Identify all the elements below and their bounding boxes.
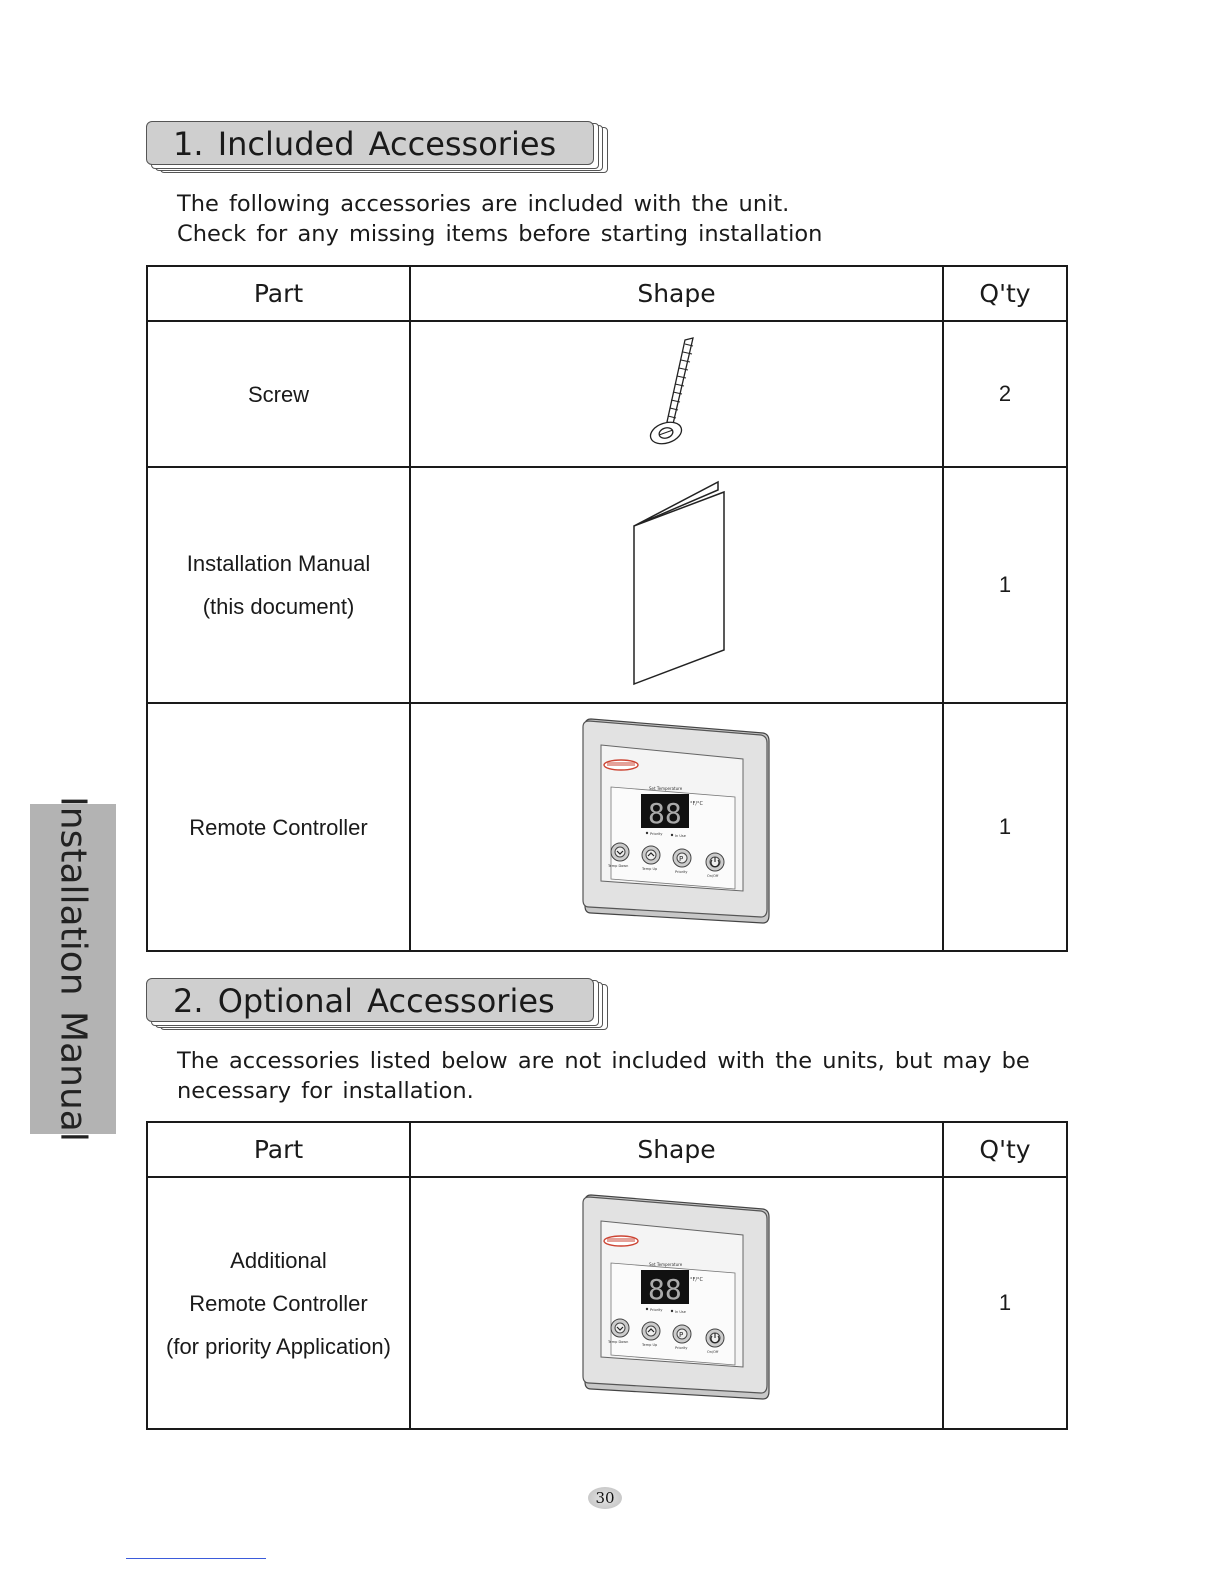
remote-btn-temp-down-label: Temp Down [607, 864, 628, 868]
included-accessories-table [146, 265, 1068, 952]
table-row [147, 467, 1067, 703]
qty-cell: 2 [943, 321, 1067, 467]
header-shape: Shape [410, 1122, 943, 1177]
remote-controller-icon [577, 1191, 777, 1411]
part-note: (this document) [202, 594, 355, 619]
shape-cell [410, 321, 943, 467]
section-2-intro-line1: The accessories listed below are not included with the units, but may be [177, 1048, 1030, 1074]
header-qty: Q'ty [943, 266, 1067, 321]
remote-btn-temp-down-label: Temp Down [607, 1340, 628, 1344]
qty-cell: 1 [943, 467, 1067, 703]
manual-booklet-icon [622, 478, 732, 688]
remote-btn-priority-label: Priority [674, 870, 687, 874]
header-part: Part [147, 1122, 410, 1177]
part-name-line2: Remote Controller [189, 1290, 368, 1316]
remote-btn-priority-label: Priority [674, 1346, 687, 1350]
table-row [147, 321, 1067, 467]
part-note: (for priority Application) [166, 1333, 391, 1359]
section-1-heading [146, 121, 608, 173]
footer-divider [126, 1558, 266, 1559]
shape-cell [410, 467, 943, 703]
remote-indicator-in-use: In Use [674, 834, 686, 838]
shape-cell [410, 1177, 943, 1429]
part-name: Remote Controller [189, 814, 368, 840]
remote-indicator-in-use: In Use [674, 1310, 686, 1314]
part-cell [147, 467, 410, 703]
table-header-row [147, 1122, 1067, 1177]
table-header-row [147, 266, 1067, 321]
qty-cell: 1 [943, 1177, 1067, 1429]
section-2-intro-line2: necessary for installation. [177, 1078, 474, 1104]
section-1-intro [177, 189, 822, 249]
svg-text:P: P [678, 1331, 683, 1339]
remote-indicator-priority: Priority [649, 832, 662, 836]
remote-display-digits: 88 [647, 1273, 682, 1306]
remote-btn-on-off-label: On/Off [706, 874, 718, 878]
header-shape: Shape [410, 266, 943, 321]
part-name-line1: Additional [230, 1247, 327, 1273]
part-name: Installation Manual [186, 551, 371, 576]
section-1-intro-line2: Check for any missing items before starting installation [177, 221, 823, 247]
remote-btn-temp-up-label: Temp Up [641, 867, 657, 871]
remote-indicator-priority: Priority [649, 1308, 662, 1312]
page-number: 30 [588, 1487, 622, 1509]
part-name: Screw [247, 381, 310, 407]
remote-unit-label: °F/°C [689, 1277, 703, 1283]
remote-controller-icon [577, 715, 777, 935]
remote-btn-on-off-label: On/Off [706, 1350, 718, 1354]
side-section-tab [30, 796, 116, 1142]
remote-btn-temp-up-label: Temp Up [641, 1343, 657, 1347]
screw-icon [637, 332, 717, 452]
table-row [147, 703, 1067, 951]
optional-accessories-table [146, 1121, 1068, 1430]
table-row [147, 1177, 1067, 1429]
qty-cell: 1 [943, 703, 1067, 951]
header-part: Part [147, 266, 410, 321]
remote-set-temp-label: Set Temperature [648, 786, 682, 791]
section-1-intro-line1: The following accessories are included with the unit. [177, 191, 790, 217]
shape-cell [410, 703, 943, 951]
svg-text:P: P [678, 855, 683, 863]
remote-display-digits: 88 [647, 797, 682, 830]
remote-unit-label: °F/°C [689, 801, 703, 807]
section-2-heading [146, 978, 608, 1030]
section-2-title: 2. Optional Accessories [146, 978, 594, 1022]
header-qty: Q'ty [943, 1122, 1067, 1177]
remote-set-temp-label: Set Temperature [648, 1262, 682, 1267]
part-cell [147, 703, 410, 951]
section-1-title: 1. Included Accessories [146, 121, 594, 165]
side-tab-label: Installation Manual [52, 796, 94, 1142]
part-cell [147, 321, 410, 467]
part-cell [147, 1177, 410, 1429]
section-2-intro [177, 1046, 1030, 1106]
